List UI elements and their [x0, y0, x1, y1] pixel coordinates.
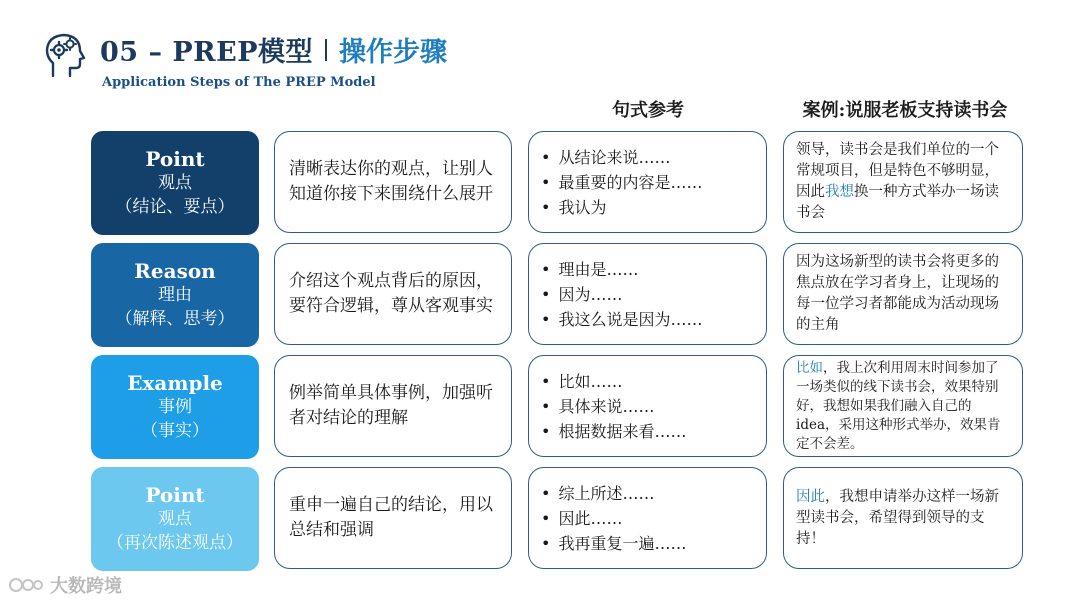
row-label-zh: 观点 [158, 173, 192, 193]
case-text: 领导，读书会是我们单位的一个常规项目，但是特色不够明显，因此我想换一种方式举办一场读书会 [796, 142, 999, 221]
case-text: 因为这场新型的读书会将更多的焦点放在学习者身上，让现场的每一位学习者都能成为活动现场的主角 [796, 254, 999, 333]
row-description: 清晰表达你的观点，让别人知道你接下来围绕什么展开 [289, 159, 493, 204]
row-phrases-card [528, 243, 767, 345]
phrase-item: • 比如…… [541, 369, 686, 394]
prep-row-point-restate [91, 467, 1023, 575]
phrase-item: • 我认为 [541, 195, 702, 220]
phrase-item: • 具体来说…… [541, 394, 686, 419]
row-label-note: （结论、要点） [115, 197, 235, 217]
case-column-header: 案例:说服老板支持读书会 [802, 100, 1008, 121]
row-case-card [783, 243, 1023, 345]
row-label-box [91, 467, 259, 571]
row-case-card [783, 131, 1023, 233]
row-label-box [91, 355, 259, 459]
phrase-item: • 理由是…… [541, 257, 702, 282]
row-description-card [274, 131, 512, 233]
row-label-box [91, 243, 259, 347]
case-text: 比如，我上次利用周末时间参加了一场类似的线下读书会，效果特别好，我想如果我们融入自己的idea，采用这种形式举办，效果肯定不会差。 [796, 359, 1001, 452]
page-header [40, 28, 740, 98]
prep-row-point [91, 131, 1023, 239]
case-highlight: 比如 [796, 359, 823, 376]
row-label-en: Point [145, 147, 205, 171]
row-phrases-card [528, 131, 767, 233]
page-title: 05 – PREP模型 [100, 37, 313, 68]
row-description: 重申一遍自己的结论，用以总结和强调 [289, 495, 493, 540]
phrase-item: • 因此…… [541, 506, 686, 531]
phrase-item: • 我再重复一遍…… [541, 531, 686, 556]
watermark [8, 572, 122, 598]
row-label-note: （解释、思考） [115, 309, 235, 329]
row-description-card [274, 467, 512, 569]
row-label-zh: 事例 [158, 397, 192, 417]
row-description-card [274, 243, 512, 345]
prep-row-example [91, 355, 1023, 463]
row-phrases-card [528, 355, 767, 457]
page-subtitle: Application Steps of The PREP Model [102, 75, 376, 90]
row-label-zh: 观点 [158, 509, 192, 529]
row-label-en: Example [127, 371, 223, 395]
row-case-card [783, 467, 1023, 569]
title-divider [325, 39, 327, 61]
row-case-card [783, 355, 1023, 457]
row-label-note: （再次陈述观点） [107, 533, 243, 553]
row-label-box [91, 131, 259, 235]
brand-logo-icon [8, 574, 46, 596]
row-label-note: （事实） [141, 421, 209, 441]
case-highlight: 我想 [825, 184, 854, 200]
prep-row-reason [91, 243, 1023, 351]
row-label-zh: 理由 [158, 285, 192, 305]
head-gears-icon [40, 28, 92, 80]
row-description-card [274, 355, 512, 457]
phrase-item: • 最重要的内容是…… [541, 170, 702, 195]
phrase-item: • 综上所述…… [541, 481, 686, 506]
row-phrases-card [528, 467, 767, 569]
page-title-sub: 操作步骤 [339, 37, 447, 68]
phrase-item: • 根据数据来看…… [541, 419, 686, 444]
case-highlight: 因此 [796, 488, 825, 505]
row-label-en: Reason [134, 259, 216, 283]
row-description: 例举简单具体事例，加强听者对结论的理解 [289, 383, 493, 428]
row-description: 介绍这个观点背后的原因，要符合逻辑，尊从客观事实 [289, 271, 493, 316]
watermark-text: 大数跨境 [50, 576, 122, 597]
phrase-item: • 从结论来说…… [541, 145, 702, 170]
phrase-item: • 我这么说是因为…… [541, 307, 702, 332]
phrase-item: • 因为…… [541, 282, 702, 307]
phrases-column-header: 句式参考 [612, 100, 684, 121]
case-text: 因此，我想申请举办这样一场新型读书会，希望得到领导的支持！ [796, 488, 999, 547]
row-label-en: Point [145, 483, 205, 507]
